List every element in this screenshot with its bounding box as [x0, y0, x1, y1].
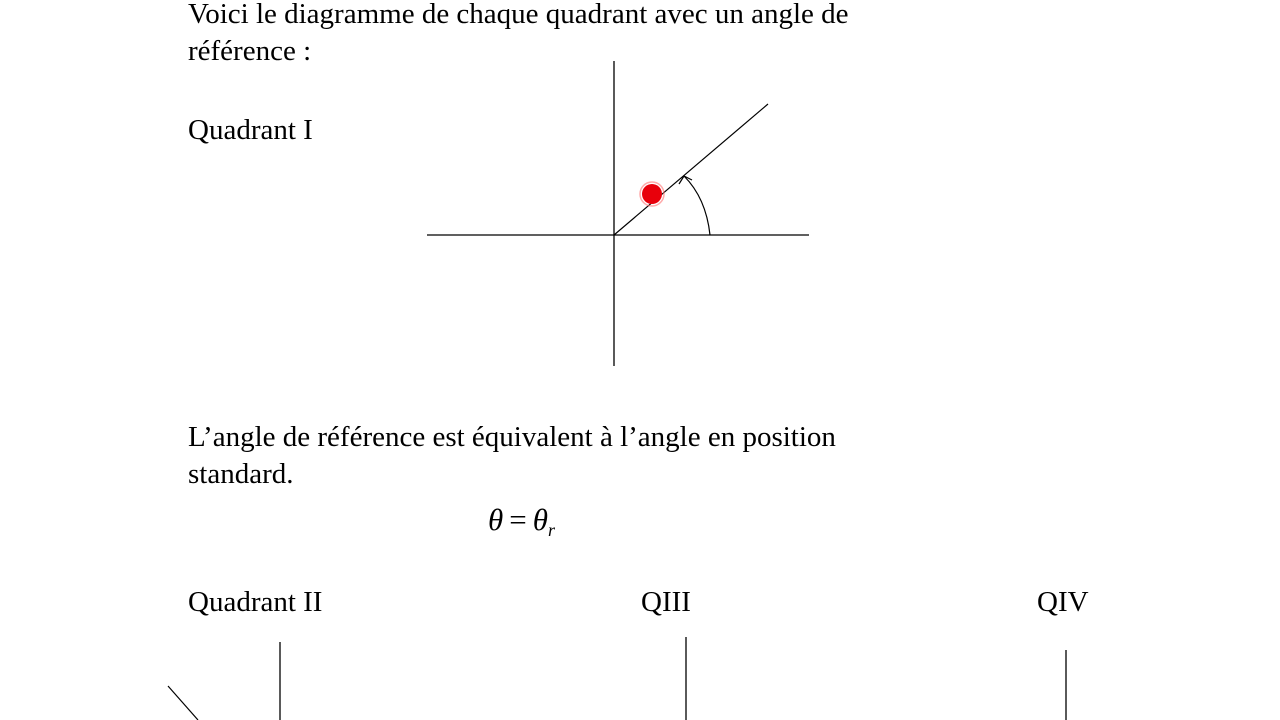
q2-terminal-arm — [168, 686, 198, 720]
formula-subscript: r — [547, 520, 555, 540]
formula — [488, 500, 555, 550]
intro-line-1: Voici le diagramme de chaque quadrant avec un angle de — [188, 0, 849, 30]
quadrant-2-label: Quadrant II — [188, 586, 323, 618]
quadrant-3-label: QIII — [641, 586, 691, 618]
q1-angle-arc — [684, 176, 710, 235]
statement-line-1: L’angle de référence est équivalent à l’angle en position — [188, 421, 836, 453]
formula-lhs: θ — [488, 502, 504, 537]
quadrant-1-label: Quadrant I — [188, 114, 313, 146]
statement-line-2: standard. — [188, 458, 294, 490]
intro-line-2: référence : — [188, 35, 312, 67]
q1-terminal-arm — [614, 104, 768, 235]
statement-paragraph — [188, 419, 836, 493]
pointer-dot — [642, 184, 662, 204]
formula-equals: = — [509, 502, 527, 537]
formula-rhs: θ — [532, 502, 548, 537]
quadrant-4-label: QIV — [1037, 586, 1089, 618]
